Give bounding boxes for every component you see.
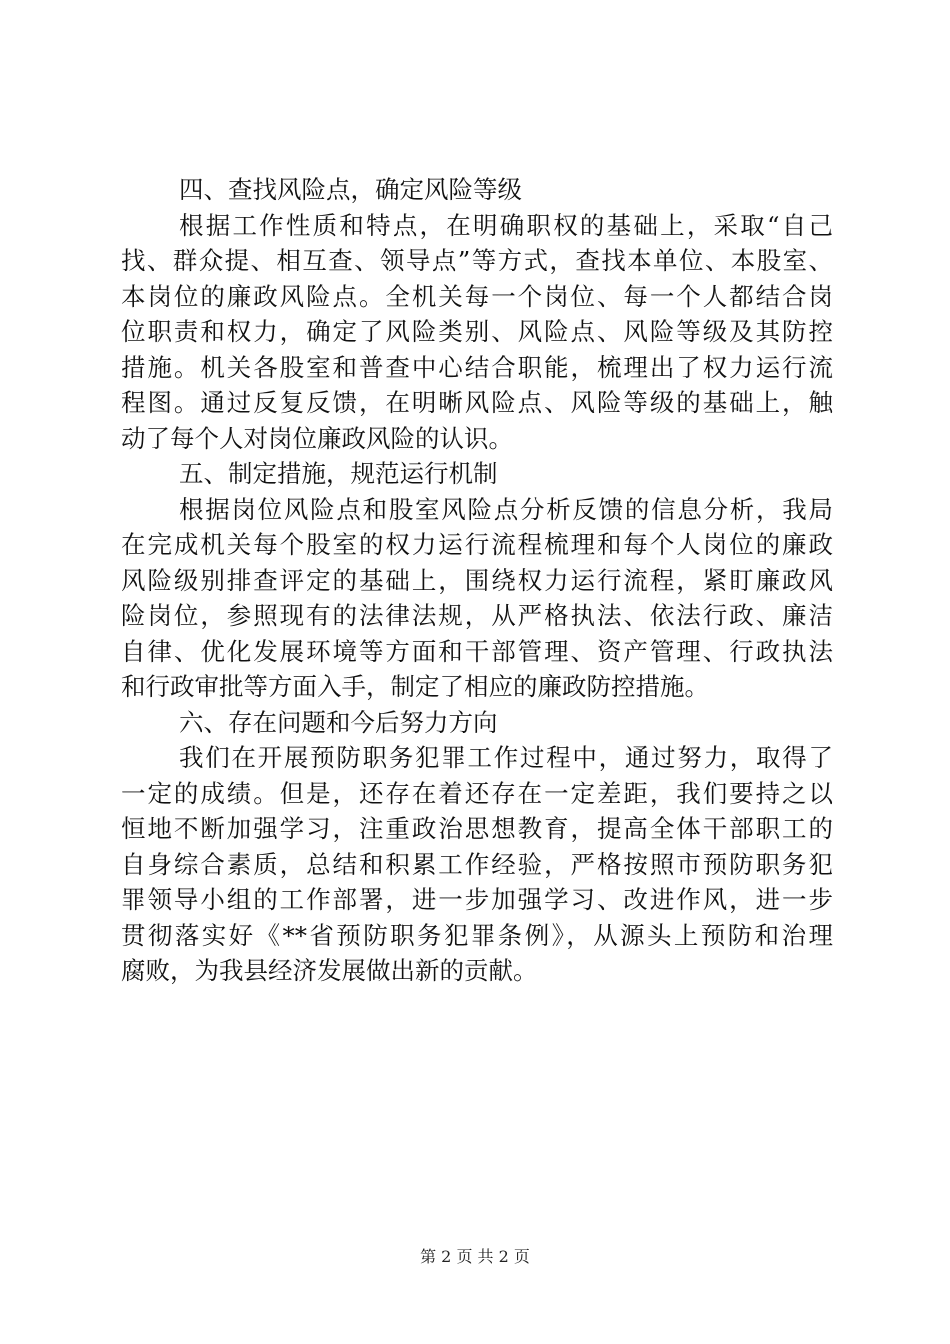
paragraph-line: 贯彻落实好《**省预防职务犯罪条例》，从源头上预防和治理	[121, 920, 833, 950]
paragraph-line: 措施。机关各股室和普查中心结合职能，梳理出了权力运行流	[121, 352, 833, 382]
section-heading-4: 四、查找风险点，确定风险等级	[179, 175, 522, 204]
paragraph-line: 我们在开展预防职务犯罪工作过程中，通过努力，取得了	[179, 743, 833, 772]
document-body	[121, 172, 833, 989]
paragraph-line: 罪领导小组的工作部署，进一步加强学习、改进作风，进一步	[121, 885, 833, 914]
paragraph-line: 恒地不断加强学习，注重政治思想教育，提高全体干部职工的	[121, 814, 833, 843]
paragraph-line: 程图。通过反复反馈，在明晰风险点、风险等级的基础上，触	[121, 388, 833, 417]
paragraph-line: 一定的成绩。但是，还存在着还存在一定差距，我们要持之以	[121, 778, 833, 808]
paragraph-line: 自身综合素质，总结和积累工作经验，严格按照市预防职务犯	[121, 849, 833, 879]
paragraph-line: 动了每个人对岗位廉政风险的认识。	[121, 423, 513, 453]
paragraph-line: 腐败，为我县经济发展做出新的贡献。	[121, 956, 538, 985]
page-number-footer: 第 2 页 共 2 页	[420, 1247, 530, 1266]
section-heading-6: 六、存在问题和今后努力方向	[179, 707, 498, 737]
paragraph-line: 位职责和权力，确定了风险类别、风险点、风险等级及其防控	[121, 317, 833, 346]
paragraph-line: 险岗位，参照现有的法律法规，从严格执法、依法行政、廉洁	[121, 601, 833, 630]
section-heading-5: 五、制定措施，规范运行机制	[179, 459, 498, 488]
paragraph-line: 风险级别排查评定的基础上，围绕权力运行流程，紧盯廉政风	[121, 565, 833, 595]
paragraph-line: 在完成机关每个股室的权力运行流程梳理和每个人岗位的廉政	[121, 530, 833, 559]
paragraph-line: 本岗位的廉政风险点。全机关每一个岗位、每一个人都结合岗	[121, 281, 833, 311]
paragraph-line: 自律、优化发展环境等方面和干部管理、资产管理、行政执法	[121, 636, 833, 666]
paragraph-line: 根据岗位风险点和股室风险点分析反馈的信息分析，我局	[179, 494, 833, 524]
paragraph-line: 根据工作性质和特点，在明确职权的基础上，采取“自己	[179, 210, 833, 240]
paragraph-line: 和行政审批等方面入手，制定了相应的廉政防控措施。	[121, 672, 709, 701]
paragraph-line: 找、群众提、相互查、领导点”等方式，查找本单位、本股室、	[121, 246, 833, 275]
